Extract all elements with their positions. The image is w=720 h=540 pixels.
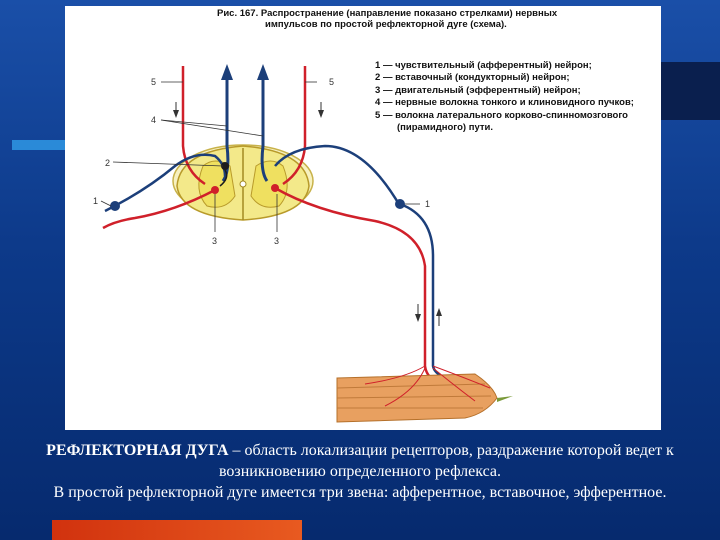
legend-item-4: 4 — нервные волокна тонкого и клиновидного пучков;	[375, 97, 634, 109]
label-4: 4	[151, 115, 157, 125]
legend-item-2: 2 — вставочный (кондукторный) нейрон;	[375, 72, 570, 84]
slide-caption	[20, 440, 700, 503]
reflex-arc-diagram	[65, 6, 661, 430]
up-arrow-icon	[436, 308, 442, 316]
label-3-left: 3	[212, 236, 218, 246]
legend-item-1: 1 — чувствительный (афферентный) нейрон;	[375, 60, 592, 71]
legend-item-5: 5 — волокна латерального корково-спинномозгового (пирамидного) пути.	[375, 109, 628, 134]
label-3-right: 3	[274, 236, 280, 246]
up-arrow-icon	[221, 64, 233, 80]
down-arrow-icon	[173, 110, 179, 118]
up-arrow-icon	[257, 64, 269, 80]
label-5-right: 5	[329, 77, 335, 87]
figure-caption-line2: импульсов по простой рефлекторной дуге (схема).	[265, 19, 507, 30]
label-1-left: 1	[93, 196, 99, 206]
reflex-arc-figure	[65, 6, 661, 430]
label-1-right: 1	[425, 199, 431, 209]
legend-item-3: 3 — двигательный (эфферентный) нейрон;	[375, 84, 581, 96]
afferent-axon-muscle	[400, 204, 465, 384]
afferent-ganglion-left	[110, 201, 120, 211]
label-5-left: 5	[151, 77, 157, 87]
caption-line2: В простой рефлекторной дуге имеется три звена: афферентное, вставочное, эфферентное.	[53, 484, 667, 501]
decorative-bottom-bar	[52, 520, 302, 540]
down-arrow-icon	[415, 314, 421, 322]
label-2: 2	[105, 158, 111, 168]
decorative-bar	[12, 140, 72, 150]
down-arrow-icon	[318, 110, 324, 118]
caption-definition-text: – область локализации рецепторов, раздражение которой ведет к возникновению определенного рефлекса.	[218, 442, 674, 480]
caption-term: РЕФЛЕКТОРНАЯ ДУГА	[46, 442, 229, 459]
figure-caption-line1: Рис. 167. Распространение (направление показано стрелками) нервных	[217, 8, 558, 19]
decorative-block	[660, 62, 720, 120]
muscle-fibers	[337, 366, 513, 422]
caption-definition	[20, 440, 700, 482]
